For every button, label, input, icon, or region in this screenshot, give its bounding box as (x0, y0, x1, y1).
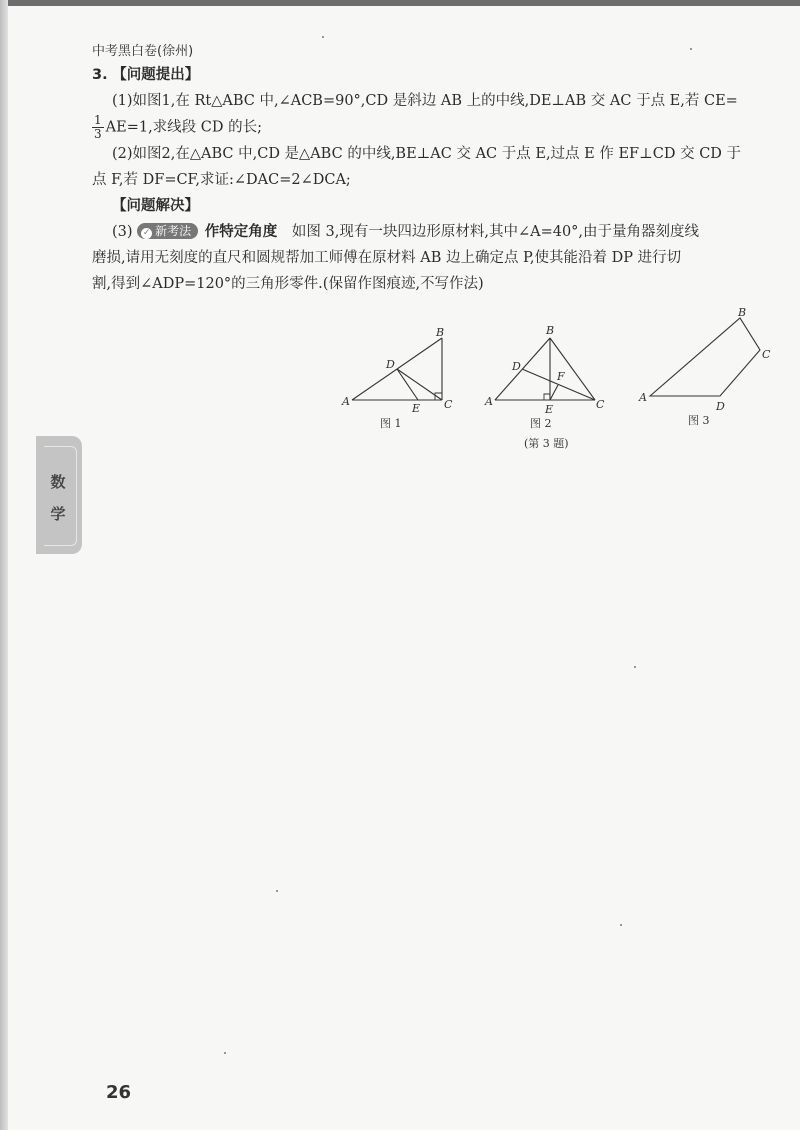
section-problem-solving: 【问题解决】 (112, 198, 199, 214)
fig2-label-b: B (546, 324, 555, 337)
fig2-label-d: D (512, 360, 521, 373)
page-binding-shadow (0, 0, 8, 1130)
subject-side-tab (36, 436, 82, 554)
question-heading (92, 62, 772, 88)
fig3-label-d: D (716, 400, 725, 413)
scan-speck (322, 36, 324, 38)
fig1-label-e: E (412, 402, 421, 415)
side-tab-char-2: 学 (50, 505, 66, 523)
fig1-label-b: B (436, 326, 445, 339)
figure-2 (495, 338, 595, 400)
figure-2-labels (484, 324, 605, 450)
fig1-label-c: C (444, 398, 453, 411)
question-figures-caption: (第 3 题) (524, 437, 569, 450)
part3-line2: 磨损,请用无刻度的直尺和圆规帮加工师傅在原材料 AB 边上确定点 P,使其能沿着 DP 进行切 (92, 250, 682, 266)
fig2-label-a: A (485, 395, 493, 408)
part1-line2 (92, 114, 772, 141)
check-circle-icon: ✓ (142, 228, 151, 238)
part3-topic: 作特定角度 (204, 224, 278, 240)
part1-line2-text: AE=1,求线段 CD 的长; (105, 119, 263, 136)
fraction-one-third: $\frac{1}{3}$ (94, 113, 102, 141)
fig1-label-a: A (342, 395, 350, 408)
fig2-label-e: E (545, 403, 554, 416)
fig3-label-c: C (762, 348, 771, 361)
part2-line1: (2)如图2,在△ABC 中,CD 是△ABC 的中线,BE⊥AC 交 AC 于点 E,过点 E 作 EF⊥CD 交 CD 于 (112, 146, 742, 162)
fig3-label-a: A (639, 391, 647, 404)
figure-1 (352, 338, 442, 400)
fig2-label-f: F (557, 370, 565, 383)
fig2-label-c: C (596, 398, 605, 411)
part3-prefix: (3) (112, 224, 133, 240)
fig3-label-b: B (738, 306, 747, 319)
fig1-label-d: D (386, 358, 395, 371)
fig3-caption: 图 3 (688, 414, 710, 427)
fig1-caption: 图 1 (380, 417, 402, 430)
figures-area (330, 300, 790, 460)
part3-line3: 割,得到∠ADP=120°的三角形零件.(保留作图痕迹,不写作法) (92, 276, 484, 292)
part1-line1: (1)如图1,在 Rt△ABC 中,∠ACB=90°,CD 是斜边 AB 上的中线,DE⊥AB 交 AC 于点 E,若 CE= (112, 93, 738, 109)
figure-3 (650, 318, 760, 396)
figure-3-labels (638, 306, 771, 427)
part3-line1 (92, 219, 772, 245)
geometry-figures (330, 300, 790, 460)
part3-line1-text: 如图 3,现有一块四边形原材料,其中∠A=40°,由于量角器刻度线 (291, 224, 700, 240)
section-problem-proposed: 【问题提出】 (112, 67, 200, 83)
scan-speck (620, 924, 622, 926)
page-number: 26 (106, 1082, 132, 1103)
side-tab-char-1: 数 (50, 473, 66, 491)
new-method-badge: ✓ 新考法 (137, 223, 198, 239)
scan-speck (224, 1052, 226, 1054)
scan-speck (634, 666, 636, 668)
part2-line2: 点 F,若 DF=CF,求证:∠DAC=2∠DCA; (92, 172, 351, 188)
scan-speck (276, 890, 278, 892)
question-number: 3. (92, 67, 108, 83)
fig2-caption: 图 2 (530, 417, 552, 430)
scan-speck (690, 48, 692, 50)
book-header: 中考黑白卷(徐州) (92, 44, 194, 59)
question-block (92, 62, 772, 297)
